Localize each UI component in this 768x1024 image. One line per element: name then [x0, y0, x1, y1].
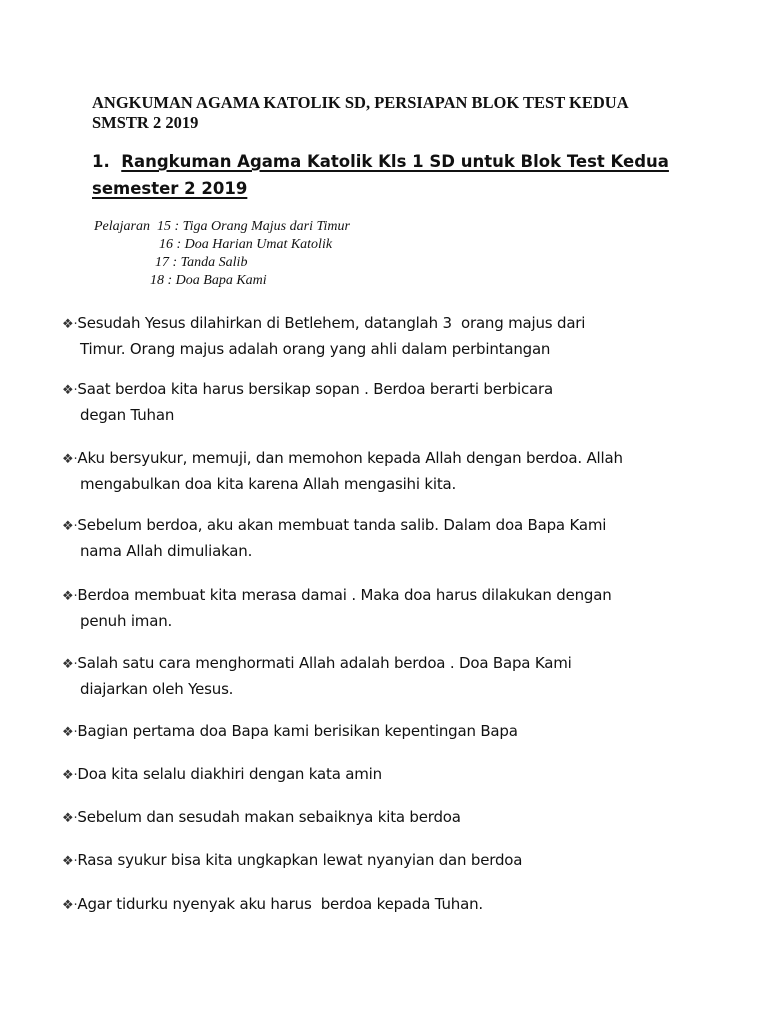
bullet-text: Sebelum dan sesudah makan sebaiknya kita berdoa — [77, 808, 461, 826]
bullet-text-continued: degan Tuhan — [80, 406, 175, 424]
bullet-item — [62, 895, 483, 913]
bullet-text: Saat berdoa kita harus bersikap sopan . Berdoa berarti berbicara — [77, 380, 554, 398]
bullet-text: Salah satu cara menghormati Allah adalah berdoa . Doa Bapa Kami — [77, 654, 572, 672]
bullet-item — [62, 765, 382, 783]
bullet-text: Berdoa membuat kita merasa damai . Maka doa harus dilakukan dengan — [77, 586, 612, 604]
bullet-text: Doa kita selalu diakhiri dengan kata amin — [77, 765, 382, 783]
diamond-bullet-icon: ❖· — [62, 811, 78, 826]
bullet-text-continued: Timur. Orang majus adalah orang yang ahli dalam perbintangan — [80, 340, 551, 358]
bullet-text-continued: diajarkan oleh Yesus. — [80, 680, 234, 698]
diamond-bullet-icon: ❖· — [62, 317, 78, 332]
document-title-line2: SMSTR 2 2019 — [92, 113, 199, 132]
diamond-bullet-icon: ❖· — [62, 383, 78, 398]
lesson-item: Pelajaran 15 : Tiga Orang Majus dari Timur — [94, 219, 350, 234]
diamond-bullet-icon: ❖· — [62, 657, 78, 672]
bullet-text-continued: mengabulkan doa kita karena Allah mengasihi kita. — [80, 475, 457, 493]
diamond-bullet-icon: ❖· — [62, 519, 78, 534]
bullet-item — [62, 516, 606, 534]
section-heading — [92, 152, 669, 171]
section-heading-line1: Rangkuman Agama Katolik Kls 1 SD untuk Blok Test Kedua — [121, 152, 669, 171]
section-heading-line2: semester 2 2019 — [92, 179, 248, 198]
diamond-bullet-icon: ❖· — [62, 768, 78, 783]
diamond-bullet-icon: ❖· — [62, 589, 78, 604]
diamond-bullet-icon: ❖· — [62, 898, 78, 913]
bullet-item — [62, 654, 572, 672]
bullet-text: Sesudah Yesus dilahirkan di Betlehem, datanglah 3 orang majus dari — [77, 314, 586, 332]
lesson-item: 16 : Doa Harian Umat Katolik — [159, 237, 333, 252]
bullet-text: Bagian pertama doa Bapa kami berisikan kepentingan Bapa — [77, 722, 518, 740]
bullet-item — [62, 722, 518, 740]
bullet-text: Rasa syukur bisa kita ungkapkan lewat nyanyian dan berdoa — [77, 851, 523, 869]
document-title-line1: ANGKUMAN AGAMA KATOLIK SD, PERSIAPAN BLOK TEST KEDUA — [92, 93, 629, 112]
bullet-text-continued: penuh iman. — [80, 612, 173, 630]
bullet-item — [62, 380, 553, 398]
bullet-item — [62, 314, 585, 332]
bullet-item — [62, 851, 522, 869]
bullet-text-continued: nama Allah dimuliakan. — [80, 542, 253, 560]
bullet-text: Sebelum berdoa, aku akan membuat tanda salib. Dalam doa Bapa Kami — [77, 516, 607, 534]
diamond-bullet-icon: ❖· — [62, 854, 78, 869]
bullet-item — [62, 449, 623, 467]
lesson-item: 18 : Doa Bapa Kami — [150, 273, 267, 288]
diamond-bullet-icon: ❖· — [62, 725, 78, 740]
lesson-item: 17 : Tanda Salib — [155, 255, 248, 270]
section-heading-cont — [92, 179, 247, 198]
bullet-item — [62, 586, 612, 604]
bullet-text: Aku bersyukur, memuji, dan memohon kepada Allah dengan berdoa. Allah — [77, 449, 623, 467]
section-number: 1. — [92, 152, 110, 171]
bullet-item — [62, 808, 461, 826]
diamond-bullet-icon: ❖· — [62, 452, 78, 467]
bullet-text: Agar tidurku nyenyak aku harus berdoa kepada Tuhan. — [77, 895, 483, 913]
